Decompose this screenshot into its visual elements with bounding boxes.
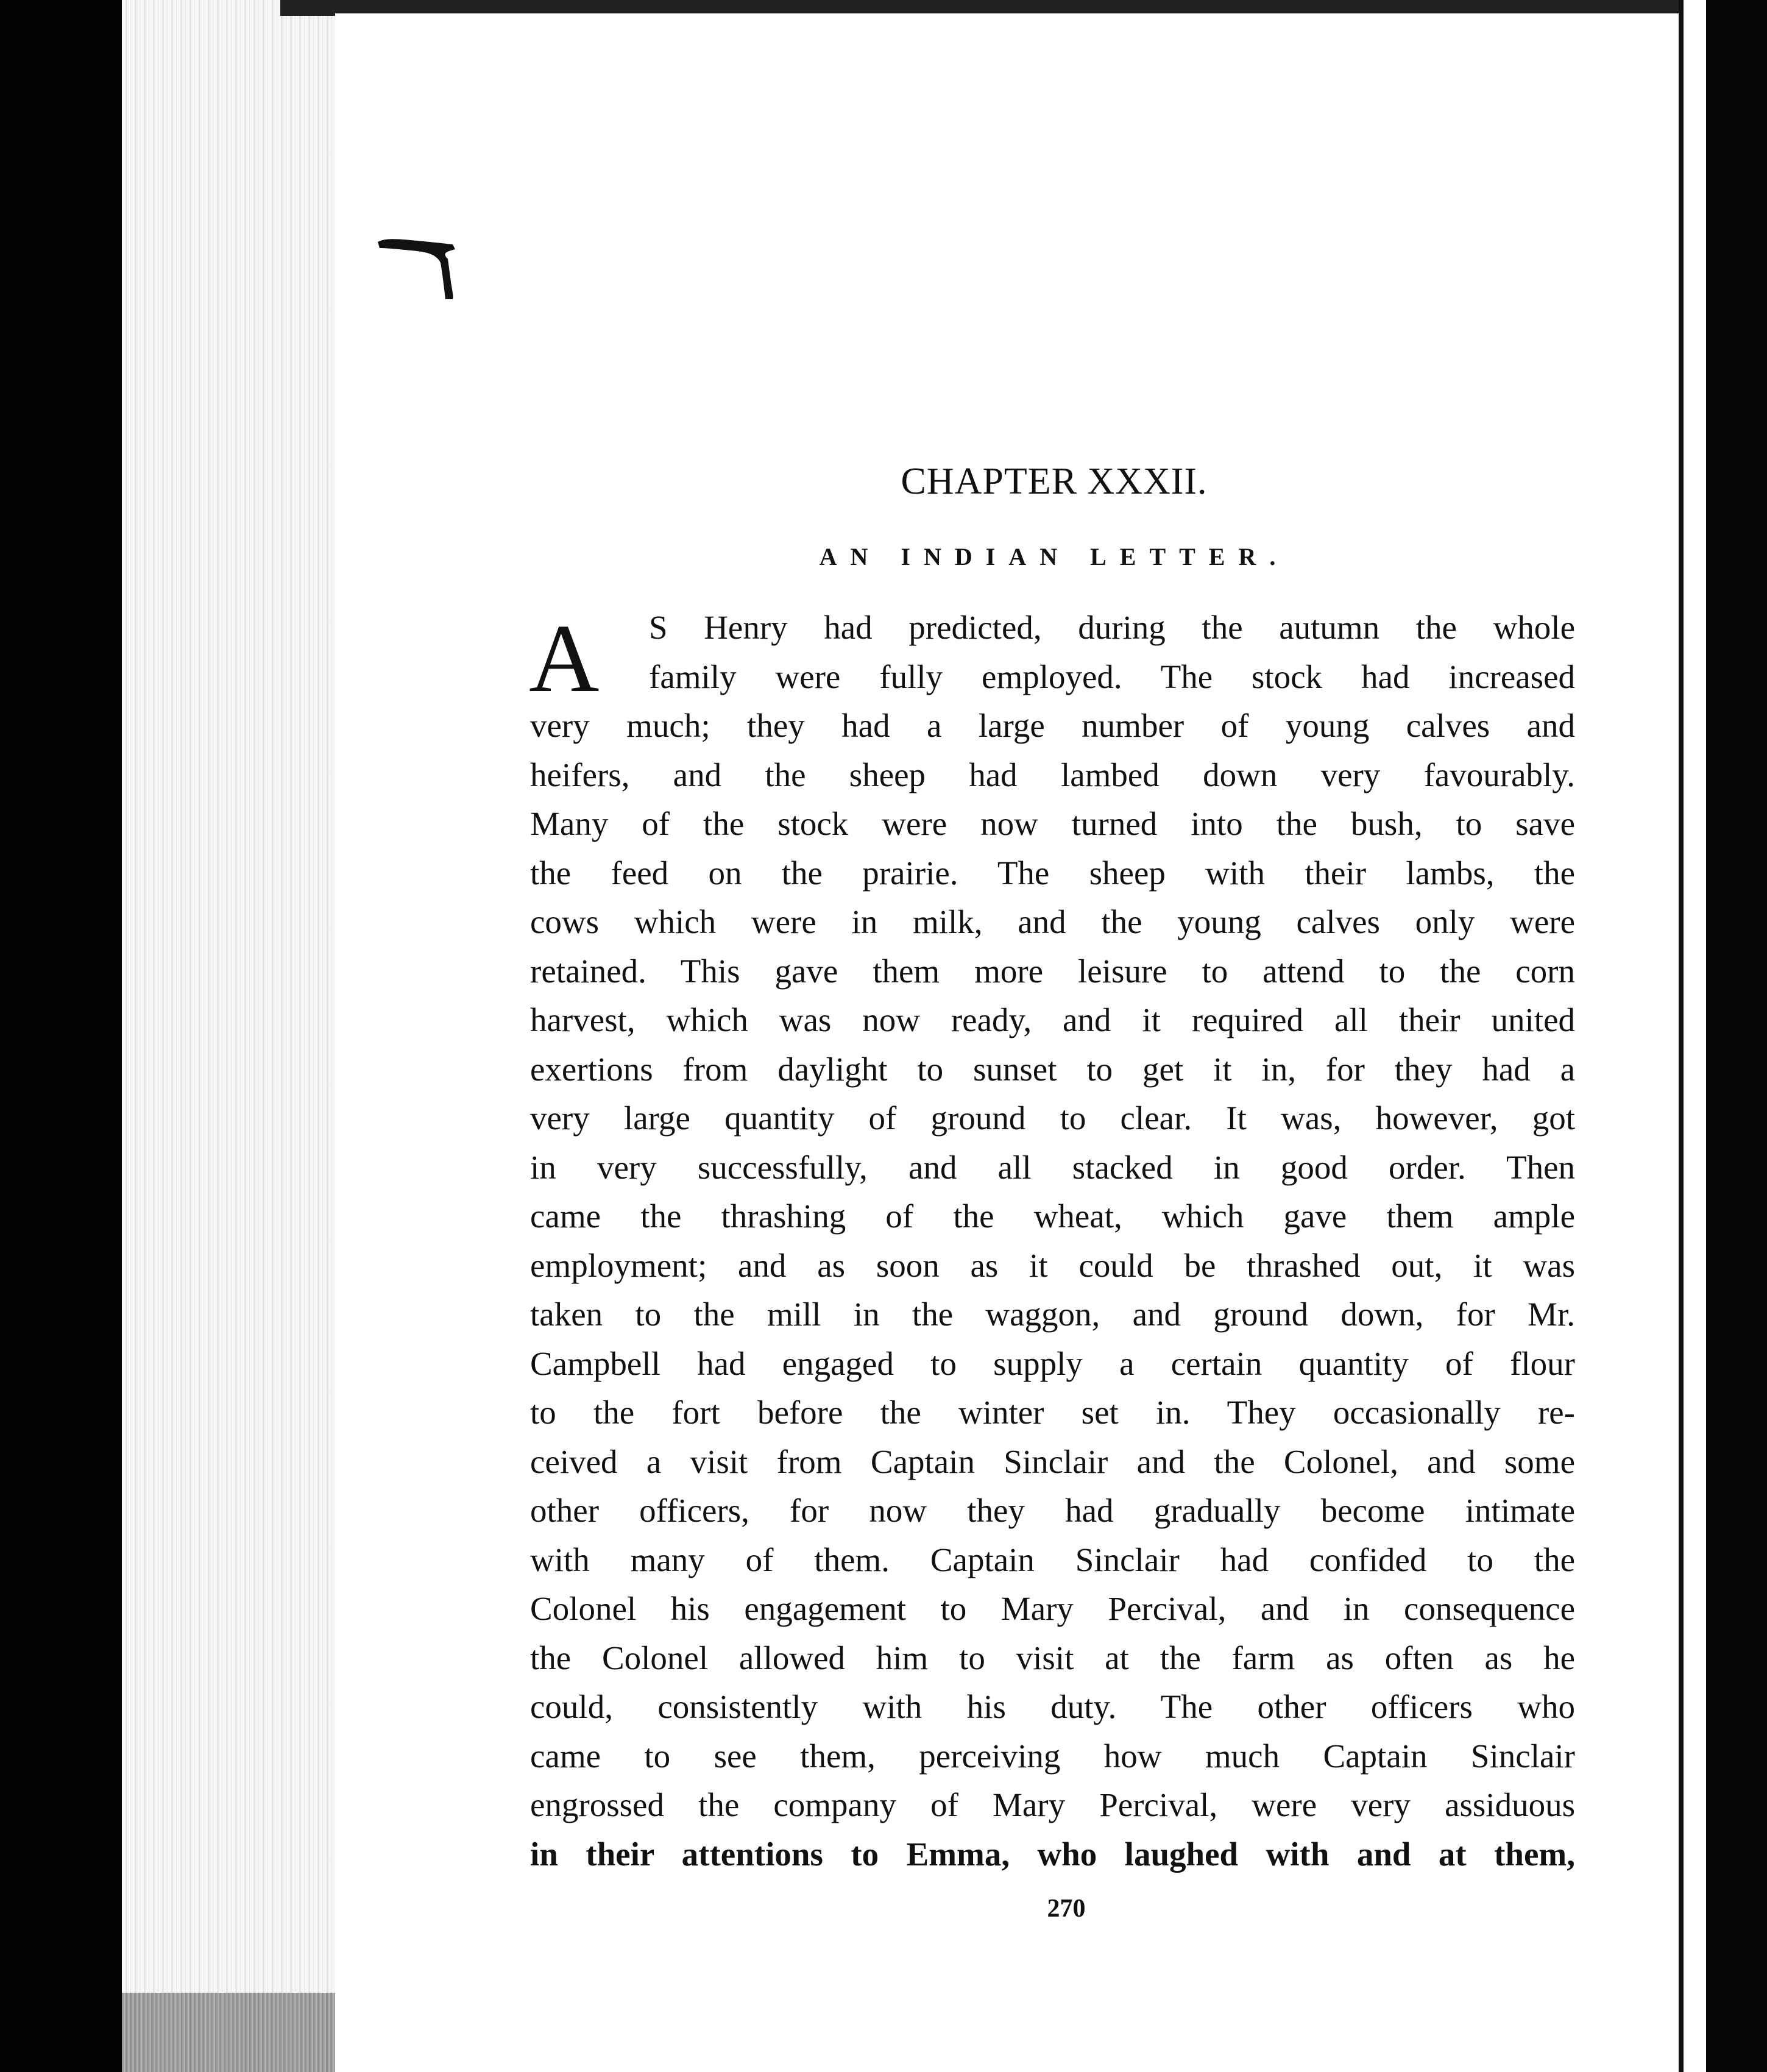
body-text [530, 603, 1575, 1879]
text-line: Campbell had engaged to supply a certain quantity of flour [530, 1344, 1575, 1382]
text-line: cows which were in milk, and the young calves only were [530, 903, 1575, 940]
text-line: Colonel his engagement to Mary Percival, and in consequence [530, 1590, 1575, 1627]
text-line: to the fort before the winter set in. They occasionally re- [530, 1394, 1575, 1431]
text-line: family were fully employed. The stock had increased [649, 658, 1575, 695]
book-page-edges [122, 0, 335, 2072]
drop-cap: A [529, 604, 600, 712]
chapter-title: CHAPTER XXXII. [901, 461, 1208, 502]
text-line: Many of the stock were now turned into the bush, to save [530, 805, 1575, 842]
chapter-subtitle: AN INDIAN LETTER. [819, 543, 1289, 570]
text-line: heifers, and the sheep had lambed down very favourably. [530, 756, 1575, 793]
facing-page-edge [1679, 0, 1706, 2072]
text-line: retained. This gave them more leisure to attend to the corn [530, 952, 1575, 990]
text-line: the feed on the prairie. The sheep with their lambs, the [530, 854, 1575, 892]
text-line: the Colonel allowed him to visit at the farm as often as he [530, 1639, 1575, 1676]
text-line: very much; they had a large number of young calves and [530, 707, 1575, 744]
text-line: taken to the mill in the waggon, and ground down, for Mr. [530, 1296, 1575, 1333]
text-line: other officers, for now they had gradually become intimate [530, 1492, 1575, 1529]
text-line: very large quantity of ground to clear. It was, however, got [530, 1099, 1575, 1137]
text-line: in very successfully, and all stacked in good order. Then [530, 1148, 1575, 1186]
text-line: ceived a visit from Captain Sinclair and the Colonel, and some [530, 1442, 1575, 1480]
scan-margin-right [1706, 0, 1767, 2072]
scan-margin-left [0, 0, 122, 2072]
text-line: came the thrashing of the wheat, which gave them ample [530, 1197, 1575, 1235]
text-line: engrossed the company of Mary Percival, were very assiduous [530, 1786, 1575, 1823]
page-number: 270 [1047, 1895, 1086, 1923]
text-line: exertions from daylight to sunset to get it in, for they had a [530, 1050, 1575, 1088]
text-line: with many of them. Captain Sinclair had confided to the [530, 1541, 1575, 1578]
text-line: harvest, which was now ready, and it required all their united [530, 1001, 1575, 1038]
text-line: in their attentions to Emma, who laughed with and at them, [530, 1835, 1575, 1873]
text-line: S Henry had predicted, during the autumn the whole [649, 609, 1575, 646]
text-line: could, consistently with his duty. The other officers who [530, 1688, 1575, 1725]
text-line: employment; and as soon as it could be thrashed out, it was [530, 1246, 1575, 1284]
book-edge-shadow [122, 1993, 341, 2072]
text-line: came to see them, perceiving how much Captain Sinclair [530, 1737, 1575, 1775]
ink-blot-mark [375, 235, 466, 302]
